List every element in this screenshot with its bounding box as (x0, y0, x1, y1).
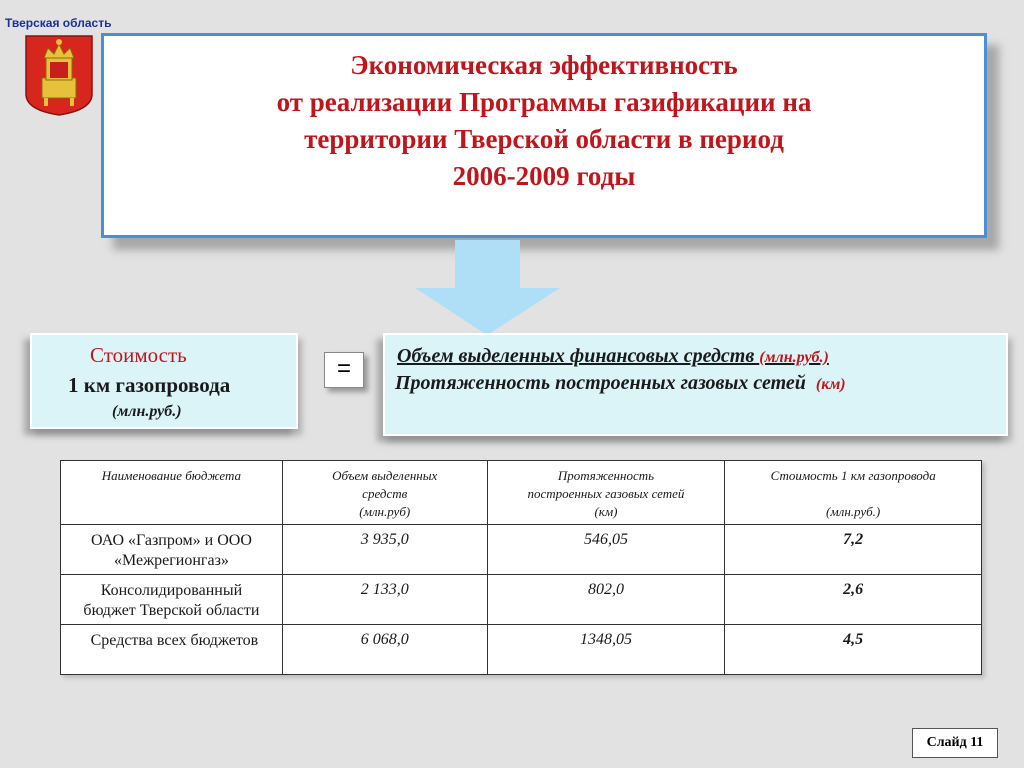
formula-numerator (397, 345, 829, 368)
header-length: Протяженность построенных газовых сетей (км) (487, 461, 725, 525)
coat-of-arms-icon (24, 34, 94, 116)
row-budget-name: Консолидированный бюджет Тверской области (61, 575, 283, 625)
down-arrow-icon (415, 240, 560, 335)
row-funds: 6 068,0 (282, 625, 487, 675)
row-funds: 3 935,0 (282, 525, 487, 575)
row-length: 802,0 (487, 575, 725, 625)
budget-table (60, 460, 982, 675)
title-line-2: от реализации Программы газификации на (276, 87, 812, 117)
row-funds: 2 133,0 (282, 575, 487, 625)
title-line-4: 2006-2009 годы (452, 161, 636, 191)
row-length: 1348,05 (487, 625, 725, 675)
table-row (61, 525, 982, 575)
header-cost-per-km: Стоимость 1 км газопровода (млн.руб.) (725, 461, 982, 525)
numerator-unit: (млн.руб.) (759, 349, 829, 366)
denominator-unit: (км) (815, 376, 846, 393)
row-cost: 2,6 (725, 575, 982, 625)
table-row (61, 625, 982, 675)
header-budget-name: Наименование бюджета (61, 461, 283, 525)
header-funds: Объем выделенных средств (млн.руб) (282, 461, 487, 525)
title-line-1: Экономическая эффективность (350, 50, 738, 80)
row-budget-name: ОАО «Газпром» и ООО «Межрегионгаз» (61, 525, 283, 575)
denominator-text: Протяженность построенных газовых сетей (395, 372, 806, 394)
formula-box (383, 333, 1008, 436)
row-budget-name: Средства всех бюджетов (61, 625, 283, 675)
slide-number: Слайд 11 (912, 728, 998, 758)
table-row (61, 575, 982, 625)
row-cost: 7,2 (725, 525, 982, 575)
formula-denominator (395, 372, 846, 395)
cost-label: Стоимость (90, 343, 187, 367)
region-label: Тверская область (5, 16, 112, 30)
cost-subject: 1 км газопровода (68, 373, 231, 397)
title-line-3: территории Тверской области в период (304, 124, 784, 154)
equals-sign: = (324, 352, 364, 388)
cost-definition-box (30, 333, 298, 429)
numerator-text: Объем выделенных финансовых средств (397, 345, 760, 367)
title-panel (101, 33, 987, 238)
table-header-row (61, 461, 982, 525)
cost-unit: (млн.руб.) (112, 403, 182, 420)
row-length: 546,05 (487, 525, 725, 575)
row-cost: 4,5 (725, 625, 982, 675)
